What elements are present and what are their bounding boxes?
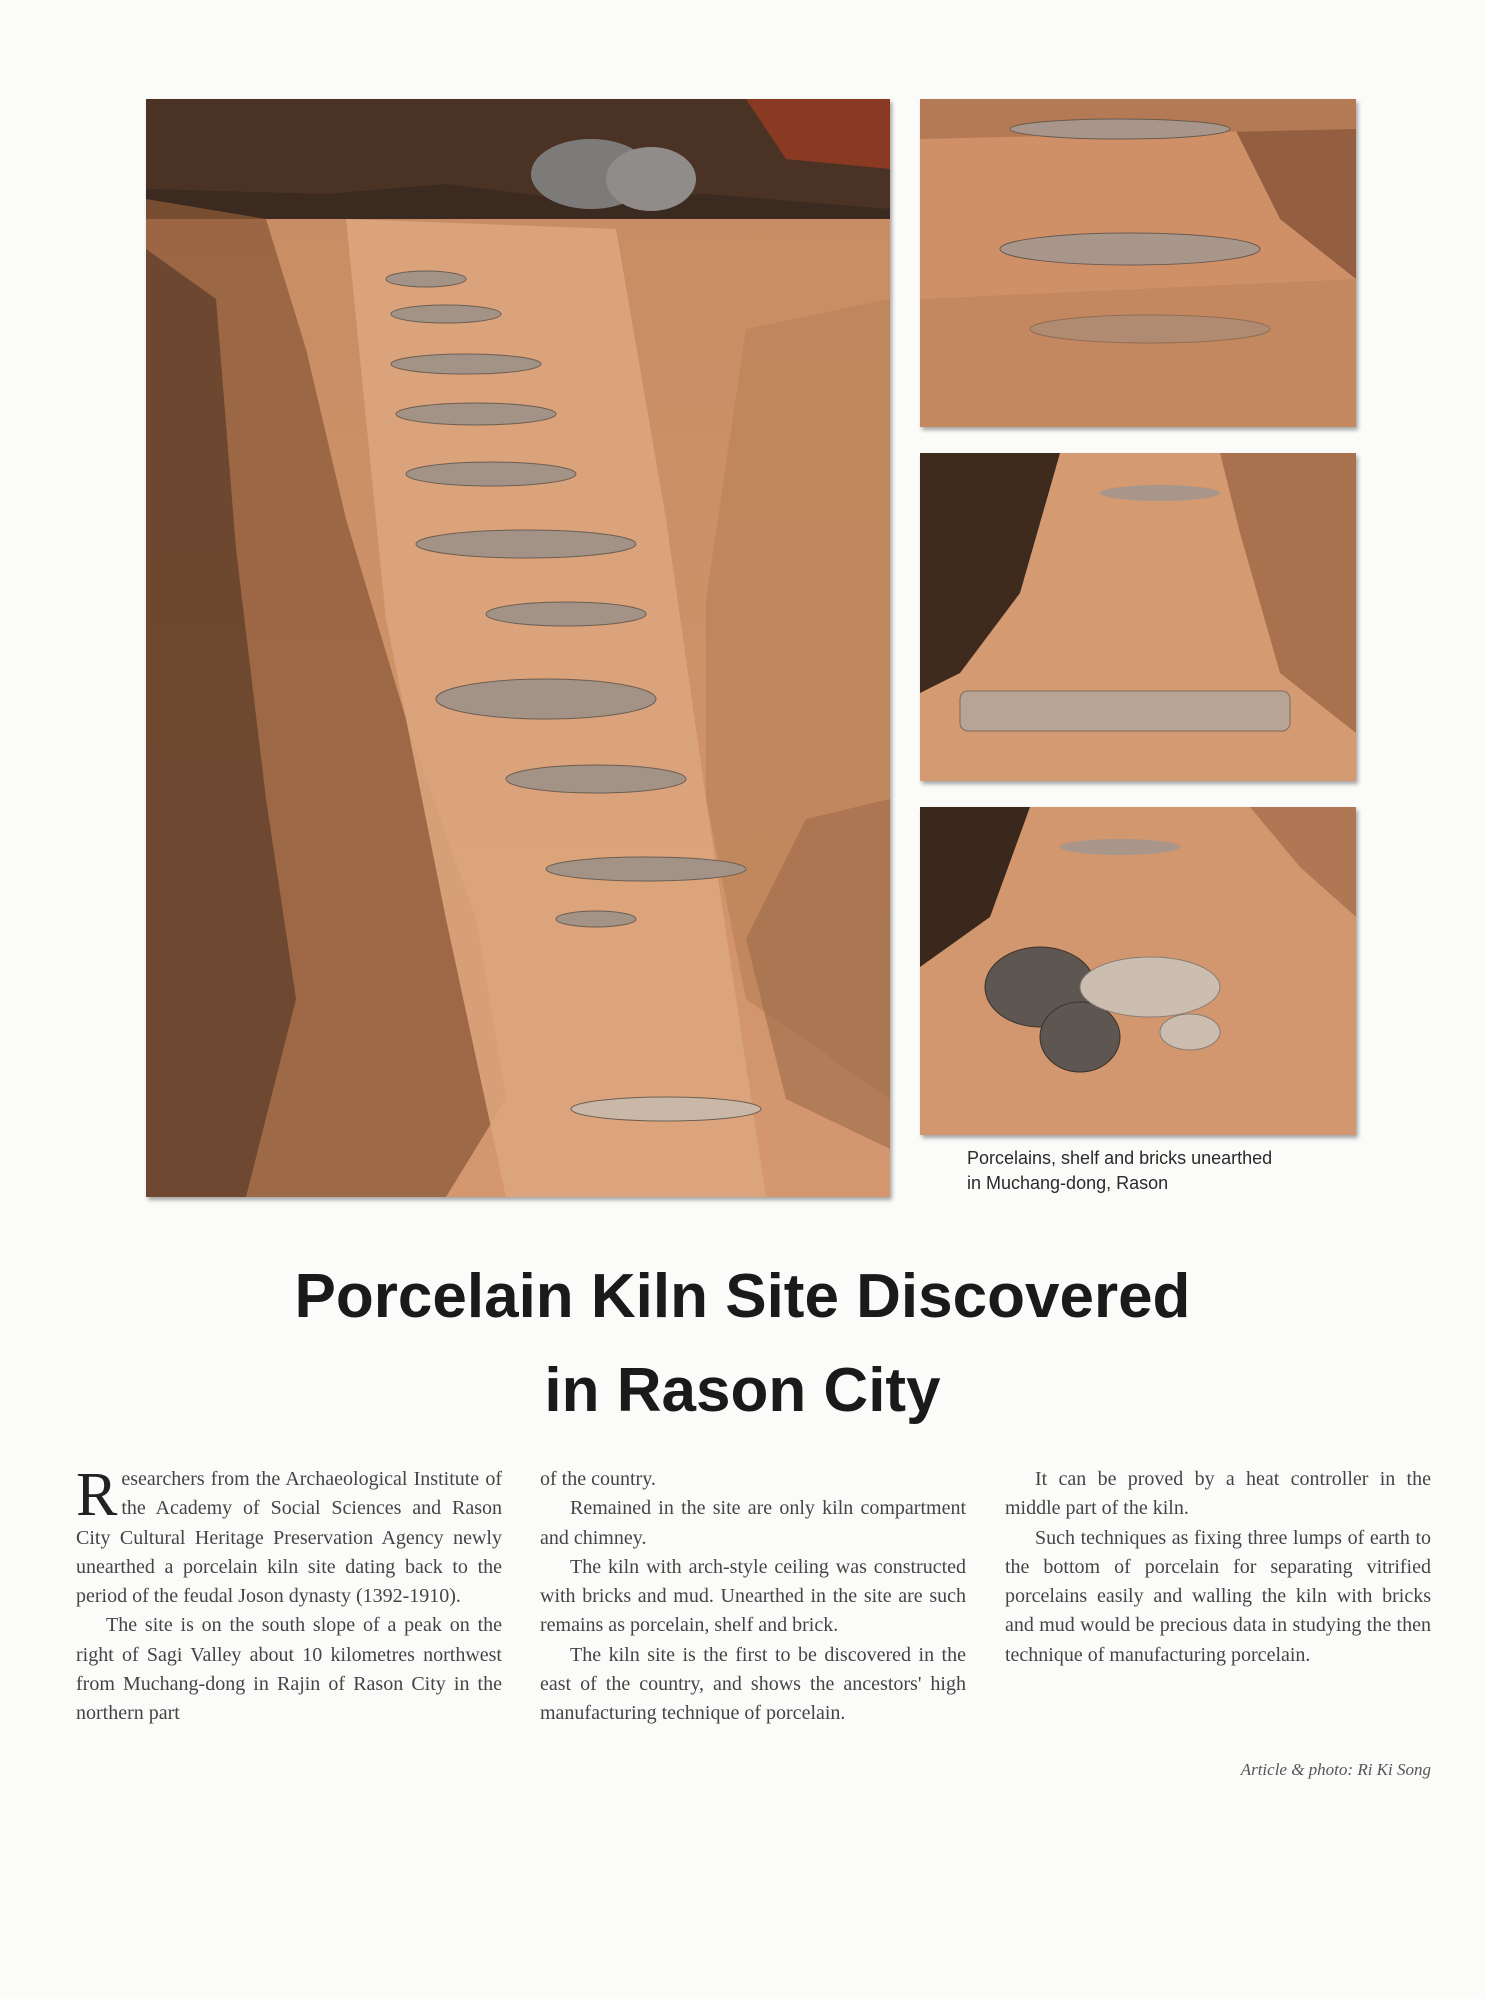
paragraph: The kiln site is the first to be discovered in the east of the country, and shows the ancestors' high manufacturing technique of porcelain. (540, 1643, 966, 1725)
caption-line-2: in Muchang-dong, Rason (967, 1173, 1169, 1193)
porcelain-pile-photo (920, 807, 1356, 1135)
article-title (0, 1250, 1485, 1438)
paragraph: Such techniques as fixing three lumps of earth to the bottom of porcelain for separating vitrified porcelains easily and walling the kiln with bricks and mud would be precious data in studying the then technique of manufacturing porcelain. (1005, 1526, 1431, 1666)
paragraph: of the country. (540, 1468, 656, 1490)
photo-caption (967, 1146, 1327, 1196)
paragraph: The kiln with arch-style ceiling was constructed with bricks and mud. Unearthed in the site are such remains as porcelain, shelf and brick. (540, 1555, 966, 1637)
caption-line-1: Porcelains, shelf and bricks unearthed (967, 1148, 1273, 1168)
paragraph-text: esearchers from the Archaeological Institute of the Academy of Social Sciences and Rason City Cultural Heritage Preservation Agency newly unearthed a porcelain kiln site dating back to the period of the feudal Joson dynasty (1392-1910). (76, 1468, 502, 1608)
kiln-brick-wall-photo (920, 453, 1356, 781)
article-credit: Article & photo: Ri Ki Song (1240, 1760, 1431, 1779)
paragraph: The site is on the south slope of a peak on the right of Sagi Valley about 10 kilometres northwest from Muchang-dong in Rajin of Rason City in the northern part (76, 1614, 502, 1725)
kiln-trench-photo (146, 99, 890, 1197)
article-column-3 (1005, 1465, 1431, 1670)
paragraph: Remained in the site are only kiln compartment and chimney. (540, 1497, 966, 1549)
drop-cap: R (76, 1461, 118, 1529)
paragraph (76, 1461, 502, 1611)
article-column-1 (76, 1461, 502, 1729)
title-line-1: Porcelain Kiln Site Discovered (294, 1262, 1191, 1331)
title-line-2: in Rason City (544, 1356, 941, 1425)
kiln-stones-photo (920, 99, 1356, 427)
paragraph: It can be proved by a heat controller in the middle part of the kiln. (1005, 1468, 1431, 1520)
article-column-2 (540, 1465, 966, 1729)
